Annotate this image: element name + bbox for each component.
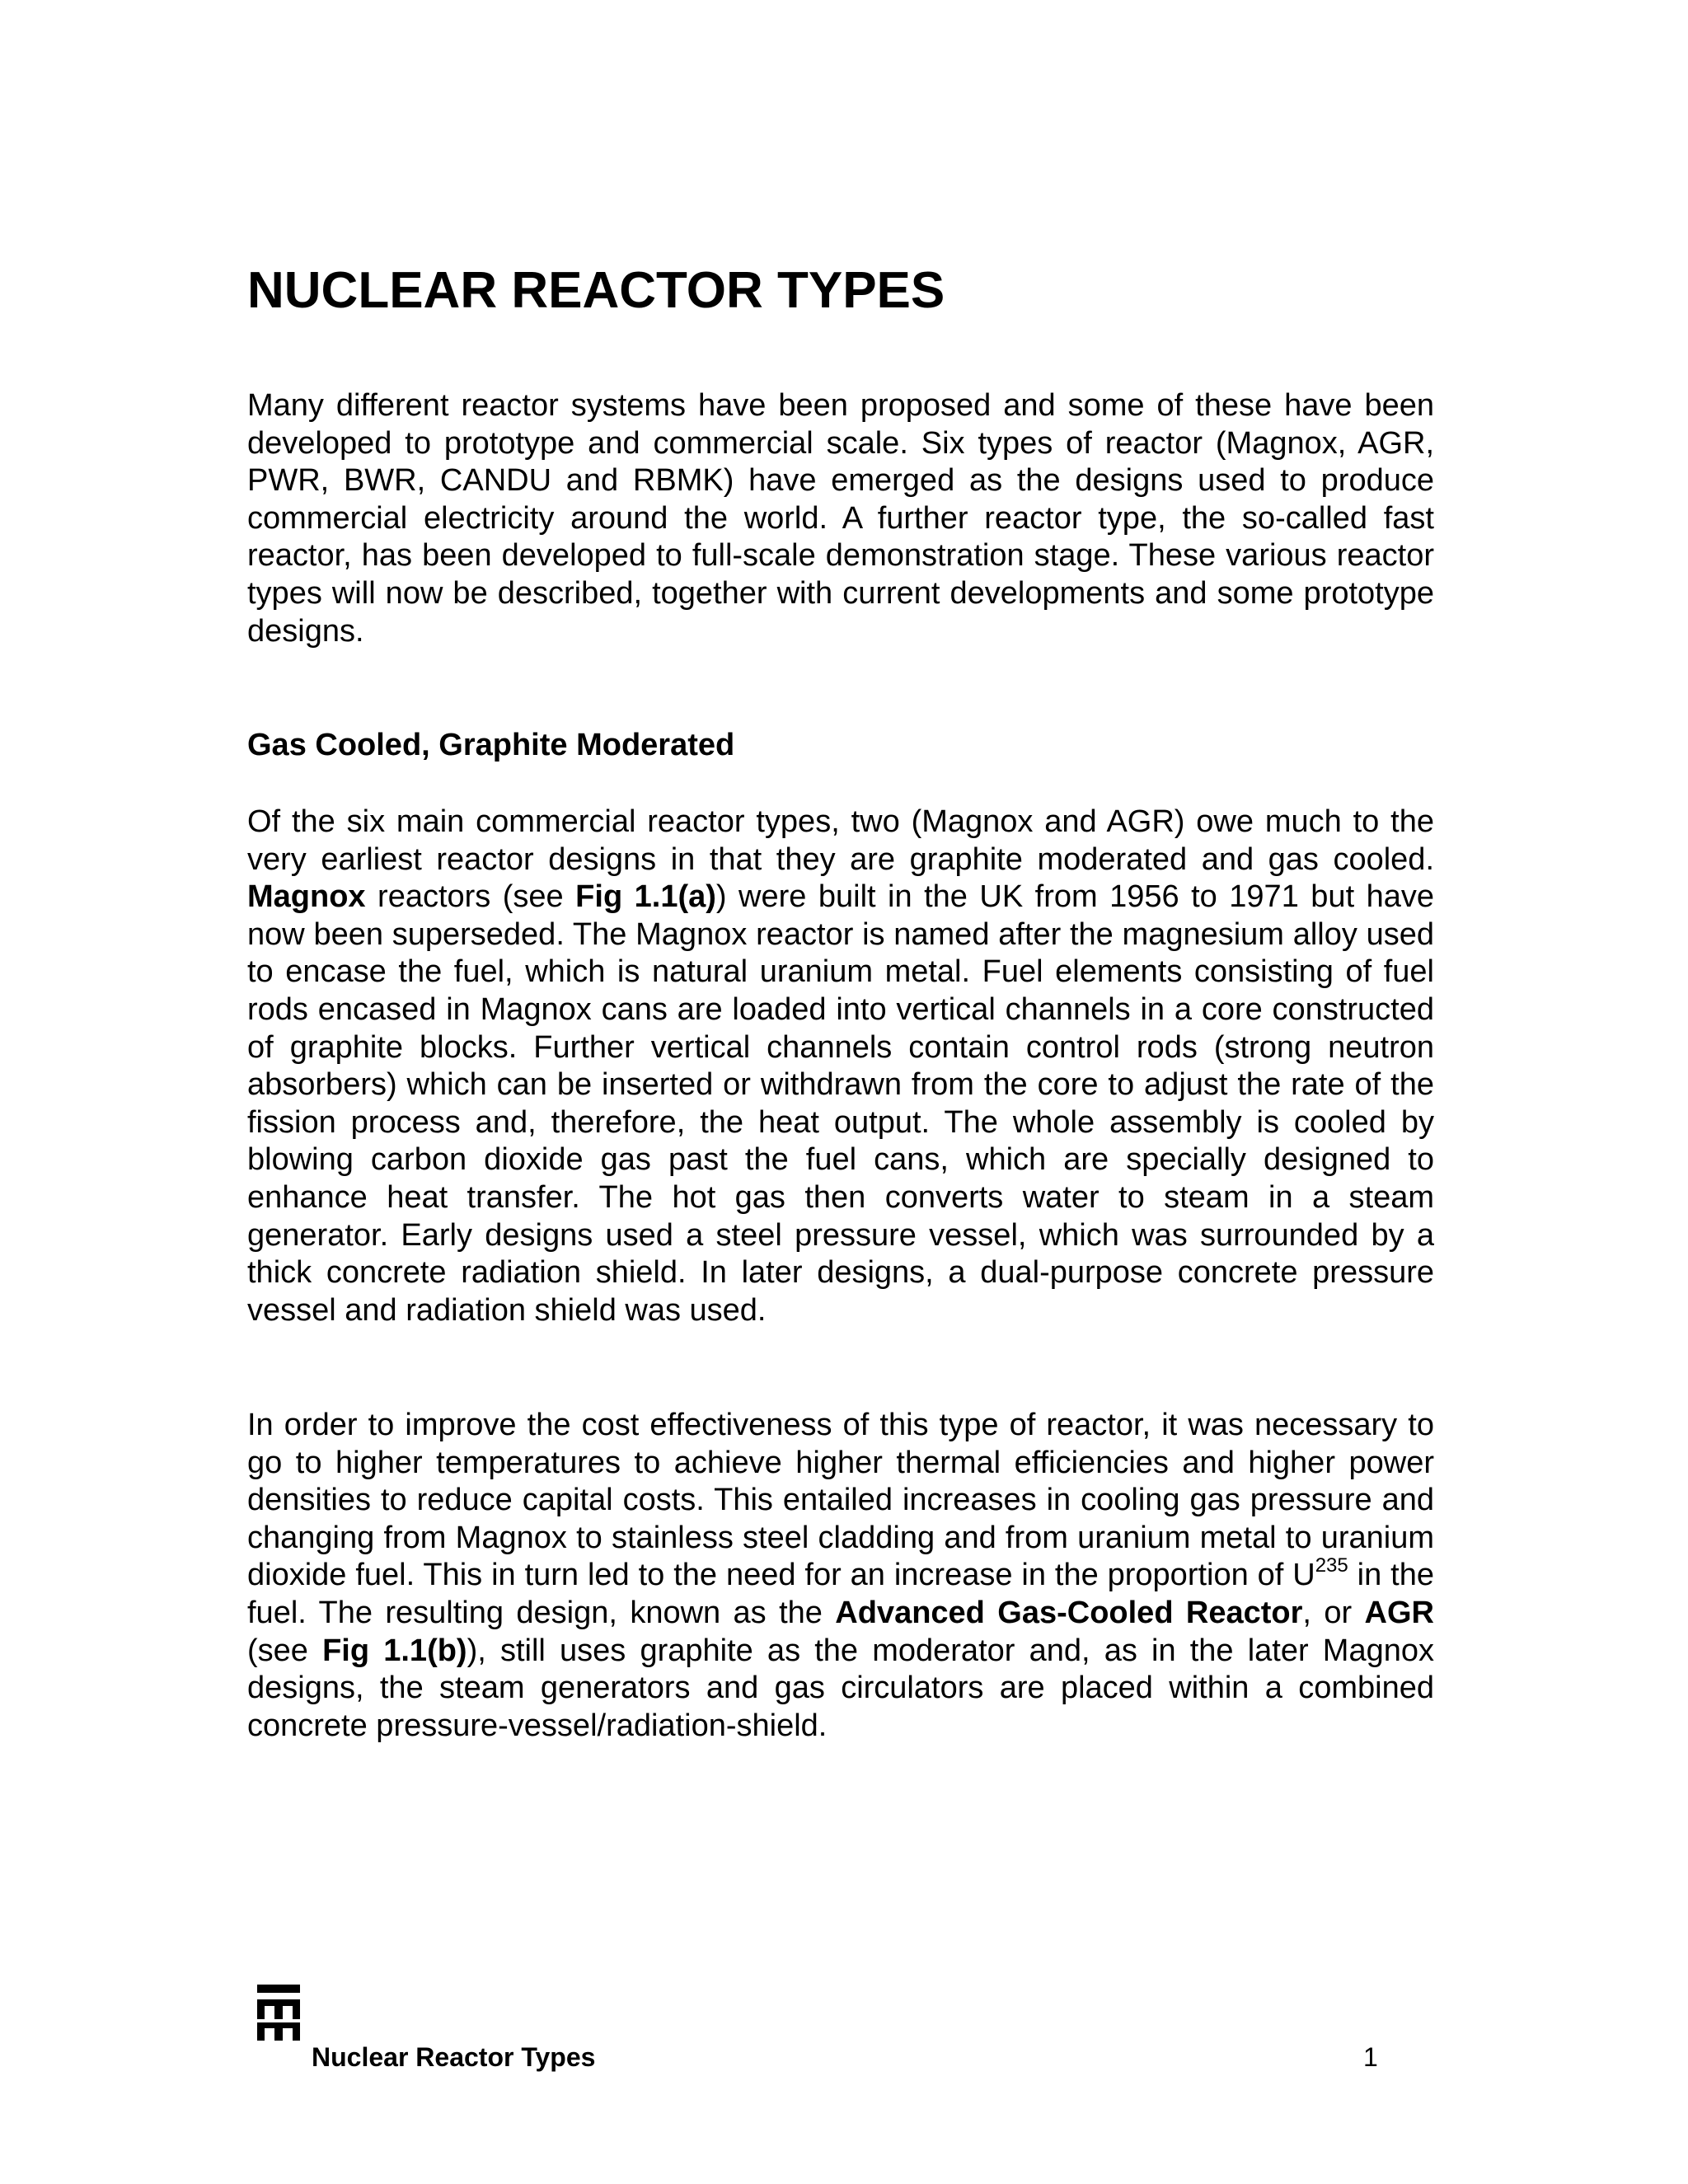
superscript: 235 <box>1315 1554 1348 1577</box>
figure-reference: Fig 1.1(a) <box>575 879 716 915</box>
agr-paragraph <box>247 1407 1434 1745</box>
page-number: 1 <box>1363 2042 1378 2072</box>
figure-reference: Fig 1.1(b) <box>322 1633 467 1668</box>
publisher-logo-icon <box>257 1985 300 2041</box>
page-title: NUCLEAR REACTOR TYPES <box>247 262 945 319</box>
bold-term-agr: AGR <box>1364 1595 1434 1630</box>
paragraph-text: in the fuel. The resulting design, known as the <box>247 1558 1434 1630</box>
publisher-logo <box>257 1985 300 2045</box>
paragraph-text: ) were built in the UK from 1956 to 1971 but have now been superseded. The Magnox reactor is named after the magnesium alloy used to encase the fuel, which is natural uranium metal. Fuel elements consisting of fuel rods encased in Magnox cans are loaded into vertical channels in a core constructed of graphite blocks. Further vertical channels contain control rods (strong neutron absorbers) which can be inserted or withdrawn from the core to adjust the rate of the fission process and, therefore, the heat output. The whole assembly is cooled by blowing carbon dioxide gas past the fuel cans, which are specially designed to enhance heat transfer. The hot gas then converts water to steam in a steam generator. Early designs used a steel pressure vessel, which was surrounded by a thick concrete radiation shield. In later designs, a dual-purpose concrete pressure vessel and radiation shield was used. <box>247 879 1434 1328</box>
paragraph-text: In order to improve the cost effectiveness of this type of reactor, it was necessary to go to higher temperatures to achieve higher thermal efficiencies and higher power densities to reduce capital costs. This entailed increases in cooling gas pressure and changing from Magnox to stainless steel cladding and from uranium metal to uranium dioxide fuel. This in turn led to the need for an increase in the proportion of U <box>247 1408 1434 1593</box>
magnox-paragraph <box>247 804 1434 1329</box>
bold-term-agr-full: Advanced Gas-Cooled Reactor <box>835 1595 1303 1630</box>
intro-paragraph: Many different reactor systems have been proposed and some of these have been developed to prototype and commercial scale. Six types of reactor (Magnox, AGR, PWR, BWR, CANDU and RBMK) have emerged as the designs used to produce commercial electricity around the world. A further reactor type, the so-called fast reactor, has been developed to full-scale demonstration stage. These various reactor types will now be described, together with current developments and some prototype designs. <box>247 388 1434 649</box>
paragraph-text: Of the six main commercial reactor types, two (Magnox and AGR) owe much to the very earliest reactor designs in that they are graphite moderated and gas cooled. <box>247 804 1434 877</box>
bold-term-magnox: Magnox <box>247 879 366 915</box>
paragraph-text: , or <box>1302 1595 1365 1630</box>
paragraph-text: (see <box>247 1633 323 1668</box>
footer-title: Nuclear Reactor Types <box>312 2042 596 2072</box>
paragraph-text: reactors (see <box>365 879 576 915</box>
paragraph-text: ), still uses graphite as the moderator and, as in the later Magnox designs, the steam generators and gas circulators are placed within a combined concrete pressure-vessel/radiation-shield. <box>247 1633 1434 1743</box>
section-heading: Gas Cooled, Graphite Moderated <box>247 728 735 762</box>
